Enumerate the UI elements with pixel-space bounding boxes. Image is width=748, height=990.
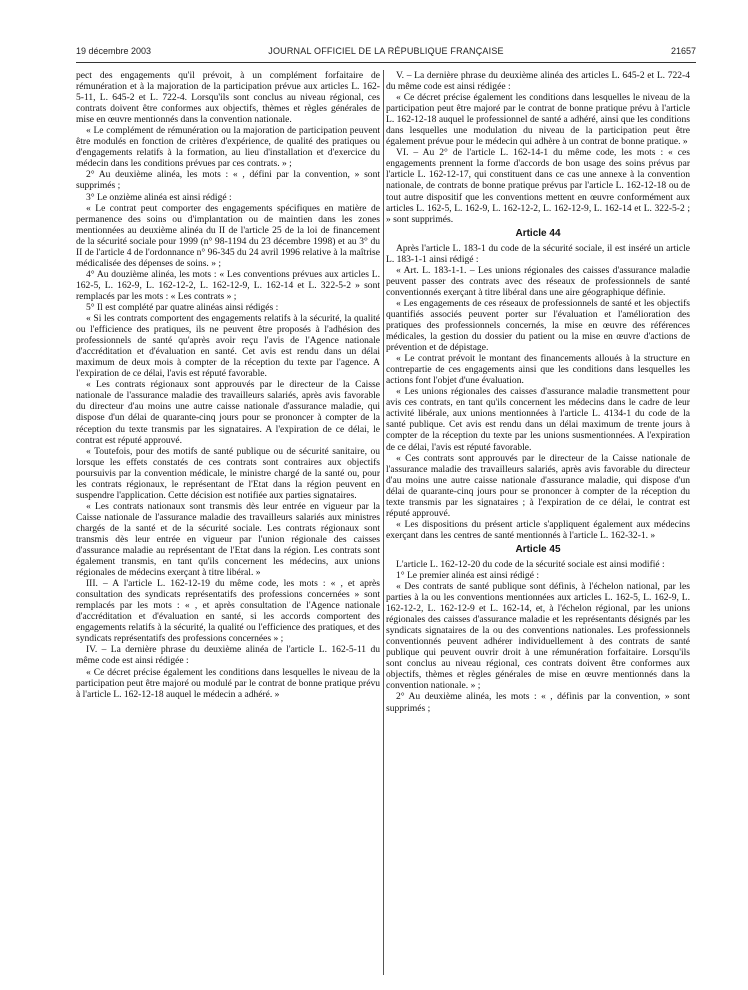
right-column: [386, 70, 690, 714]
paragraph: 3° Le onzième alinéa est ainsi rédigé :: [86, 191, 232, 203]
paragraph: « Si les contrats comportent des engagements relatifs à la sécurité, la qualité ou l'efficience des pratiques, ils ne peuvent être proposés à l'adhésion des professionnels de santé qu'après avoir reçu l'avis de l'Agence nationale d'accréditation et d'évaluation en santé. Cet avis est rendu dans un délai maximum de deux mois à compter de la réception du texte par l'agence. A l'expiration de ce délai, l'avis est réputé favorable.: [76, 313, 380, 380]
page-number: 21657: [670, 46, 696, 56]
header-rule: [76, 62, 696, 63]
paragraph: « Les contrats régionaux sont approuvés par le directeur de la Caisse nationale de l'assurance maladie des travailleurs salariés, après avis favorable du directeur d'au moins une autre caisse nationale d'assurance maladie, qui dispose d'un délai de quarante-cinq jours pour se prononcer à compter de la réception du texte transmis par les signataires. A l'expiration de ce délai, le contrat est réputé approuvé.: [76, 379, 380, 446]
journal-title: JOURNAL OFFICIEL DE LA RÉPUBLIQUE FRANÇAISE: [268, 46, 504, 56]
paragraph: « Le complément de rémunération ou la majoration de participation peuvent être modulés en fonction de critères d'expérience, de qualité des pratiques ou d'engagements relatifs à la formation, au lieu d'installation et d'exercice du médecin dans les conditions prévues par ces contrats. » ;: [76, 125, 380, 170]
paragraph: 1° Le premier alinéa est ainsi rédigé :: [396, 569, 539, 581]
header-date: 19 décembre 2003: [76, 46, 152, 56]
paragraph: « Ce décret précise également les conditions dans lesquelles le niveau de la participation peut être majoré par le contrat de bonne pratique prévu à l'article L. 162-12-18 auquel le professionnel de santé a adhéré, ainsi que les conditions dans lesquelles une modulation du niveau de la participation peut être également prévue pour le médecin qui adhère à un contrat de bonne pratique. »: [386, 92, 690, 148]
paragraph: « Des contrats de santé publique sont définis, à l'échelon national, par les parties à la ou les conventions mentionnées aux articles L. 162-5, L. 162-9, L. 162-12-2, L. 162-12-9 et L. 162-14, et, à l'échelon régional, par les unions régionales des caisses d'assurance maladie et les représentants désignés par les syndicats signataires de la ou des conventions nationales. Les professionnels conventionnés peuvent adhérer individuellement à des contrats de santé publique qui peuvent ouvrir droit à une rémunération forfaitaire. Lorsqu'ils sont conclus au niveau régional, ces contrats doivent être conformes aux objectifs, thèmes et règles générales de mise en œuvre mentionnés dans la convention nationale. » ;: [386, 581, 690, 692]
paragraph: « Les dispositions du présent article s'appliquent également aux médecins exerçant dans les centres de santé mentionnés à l'article L. 162-32-1. »: [386, 518, 690, 541]
paragraph: « Ces contrats sont approuvés par le directeur de la Caisse nationale de l'assurance maladie des travailleurs salariés, après avis favorable du directeur d'au moins une autre caisse nationale d'assurance maladie, qui dispose d'un délai de quarante-cinq jours pour se prononcer à compter de la réception du texte transmis par les signataires ; à l'expiration de ce délai, le contrat est réputé approuvé.: [386, 452, 690, 519]
paragraph: 4° Au douzième alinéa, les mots : « Les conventions prévues aux articles L. 162-5, L. 162-9, L. 162-12-2, L. 162-12-9, L. 162-14 et L. 322-5-2 » sont remplacés par les mots : « Les contrats » ;: [76, 268, 380, 302]
paragraph: L'article L. 162-12-20 du code de la sécurité sociale est ainsi modifié :: [396, 558, 665, 570]
page-header: [76, 46, 696, 60]
article-44-heading: Article 44: [515, 227, 561, 239]
paragraph: « Ce décret précise également les conditions dans lesquelles le niveau de la participation peut être majoré ou modulé par le contrat de bonne pratique prévu à l'article L. 162-12-18 auquel le médecin a adhéré. »: [76, 666, 380, 700]
paragraph: « Le contrat prévoit le montant des financements alloués à la structure en contrepartie de ces engagements ainsi que les conditions dans lesquelles les actions font l'objet d'une évaluation.: [386, 353, 690, 387]
paragraph: « Le contrat peut comporter des engagements spécifiques en matière de permanence des soins ou d'implantation ou de maintien dans les zones mentionnées au deuxième alinéa du II de l'article 25 de la loi de financement de la sécurité sociale pour 1999 (n° 98-1194 du 23 décembre 1998) et au 3° du II de l'article 4 de l'ordonnance n° 96-345 du 24 avril 1996 relative à la maîtrise médicalisée des dépenses de soins. » ;: [76, 202, 380, 269]
paragraph: III. – A l'article L. 162-12-19 du même code, les mots : « , et après consultation des syndicats représentatifs des professions concernées » sont remplacés par les mots : « , et après consultation de l'Agence nationale d'accréditation et d'évaluation en santé, si les accords comportent des engagements relatifs à la sécurité, la qualité ou l'efficience des pratiques, et des syndicats représentatifs des professions concernées » ;: [76, 578, 380, 645]
paragraph: « Les unions régionales des caisses d'assurance maladie transmettent pour avis ces contrats, en tant qu'ils concernent les médecins dans le cadre de leur activité libérale, aux unions mentionnées à l'article L. 4134-1 du code de la santé publique. Cet avis est rendu dans un délai maximum de trente jours à compter de la réception du texte par les unions susmentionnées. A l'expiration de ce délai, l'avis est réputé favorable.: [386, 386, 690, 453]
paragraph: 2° Au deuxième alinéa, les mots : « , défini par la convention, » sont supprimés ;: [76, 169, 380, 192]
paragraph: IV. – La dernière phrase du deuxième alinéa de l'article L. 162-5-11 du même code est ainsi rédigée :: [76, 644, 380, 667]
paragraph: 2° Au deuxième alinéa, les mots : « , définis par la convention, » sont supprimés ;: [386, 691, 690, 714]
article-45-heading: Article 45: [515, 543, 561, 555]
paragraph: V. – La dernière phrase du deuxième alinéa des articles L. 645-2 et L. 722-4 du même code est ainsi rédigée :: [386, 70, 690, 93]
paragraph: « Art. L. 183-1-1. – Les unions régionales des caisses d'assurance maladie peuvent passer des contrats avec des réseaux de professionnels de santé conventionnés exerçant à titre libéral dans une aire géographique définie.: [386, 264, 690, 298]
paragraph: « Les contrats nationaux sont transmis dès leur entrée en vigueur par la Caisse nationale de l'assurance maladie des travailleurs salariés aux ministres chargés de la santé et de la sécurité sociale. Les contrats régionaux sont transmis dès leur entrée en vigueur par l'union régionale des caisses d'assurance maladie au représentant de l'Etat dans la région. Les contrats sont également transmis, en tant qu'ils concernent les médecins, aux unions régionales de médecins exerçant à titre libéral. »: [76, 500, 380, 579]
paragraph: Après l'article L. 183-1 du code de la sécurité sociale, il est inséré un article L. 183-1-1 ainsi rédigé :: [386, 242, 690, 265]
column-divider: [383, 70, 384, 975]
paragraph: « Les engagements de ces réseaux de professionnels de santé et les objectifs quantifiés associés peuvent porter sur l'évaluation et l'amélioration des pratiques des professionnels concernés, la mise en œuvre des références médicales, la gestion du dossier du patient ou la mise en œuvre d'actions de prévention et de dépistage.: [386, 297, 690, 354]
paragraph: 5° Il est complété par quatre alinéas ainsi rédigés :: [86, 301, 279, 313]
paragraph: VI. – Au 2° de l'article L. 162-14-1 du même code, les mots : « ces engagements prennent la forme d'accords de bon usage des soins prévus par l'article L. 162-12-17, qui constituent dans ce cas une annexe à la convention nationale, de contrats de bonne pratique prévus par l'article L. 162-12-18 ou de tout autre dispositif que les conventions mettent en œuvre conformément aux articles L. 162-5, L. 162-9, L. 162-12-2, L. 162-12-9, L. 162-14 et L. 322-5-2 ; » sont supprimés.: [386, 147, 690, 225]
paragraph: pect des engagements qu'il prévoit, à un complément forfaitaire de rémunération et à la majoration de la participation prévue aux articles L. 162-5-11, L. 645-2 et L. 722-4. Lorsqu'ils sont conclus au niveau régional, ces contrats doivent être conformes aux objectifs, thèmes et règles générales de mise en œuvre mentionnés dans la convention nationale.: [76, 70, 380, 126]
left-column: [76, 70, 380, 700]
paragraph: « Toutefois, pour des motifs de santé publique ou de sécurité sanitaire, ou lorsque les effets constatés de ces contrats sont contraires aux objectifs poursuivis par la convention médicale, le ministre chargé de la santé ou, pour les contrats régionaux, le représentant de l'Etat dans la région peuvent en suspendre l'application. Cette décision est notifiée aux parties signataires.: [76, 445, 380, 501]
